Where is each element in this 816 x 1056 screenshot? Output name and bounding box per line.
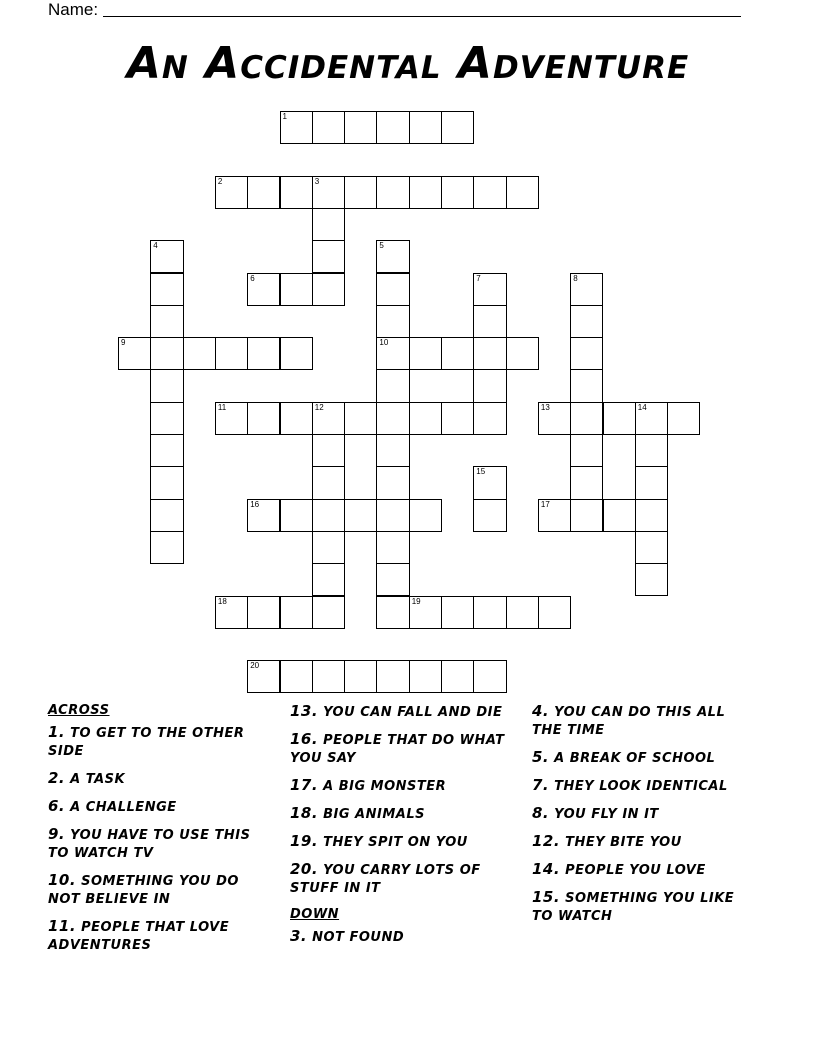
clue-text: THEY LOOK IDENTICAL	[554, 779, 728, 794]
clue-number: 13.	[290, 702, 319, 720]
grid-cell[interactable]	[376, 369, 409, 402]
grid-cell[interactable]	[376, 499, 409, 532]
grid-cell[interactable]	[280, 273, 313, 306]
clue-number: 10.	[48, 871, 77, 889]
cell-number: 16	[250, 499, 260, 509]
clue-across-10	[48, 871, 270, 909]
grid-cell[interactable]	[441, 402, 474, 435]
grid-cell[interactable]	[312, 434, 345, 467]
grid-cell[interactable]	[247, 273, 280, 306]
grid-cell[interactable]	[312, 660, 345, 693]
grid-cell[interactable]	[247, 596, 280, 629]
clue-number: 19.	[290, 832, 319, 850]
grid-cell[interactable]	[312, 176, 345, 209]
grid-cell[interactable]	[570, 273, 603, 306]
clue-down-5	[532, 748, 754, 768]
clue-column-1	[48, 702, 270, 963]
clue-text: YOU CARRY LOTS OF STUFF IN IT	[290, 863, 481, 896]
cell-number: 6	[250, 273, 255, 283]
cell-number: 1	[282, 112, 287, 121]
clue-text: SOMETHING YOU LIKE TO WATCH	[532, 891, 735, 924]
grid-cell[interactable]	[506, 337, 539, 370]
grid-cell[interactable]	[473, 402, 506, 435]
grid-cell[interactable]	[570, 499, 603, 532]
grid-cell[interactable]	[635, 434, 668, 467]
clue-column-2	[290, 702, 512, 955]
clue-number: 16.	[290, 730, 319, 748]
grid-cell[interactable]	[570, 369, 603, 402]
grid-cell[interactable]	[409, 660, 442, 693]
grid-cell[interactable]	[150, 369, 183, 402]
grid-cell[interactable]	[473, 337, 506, 370]
clue-number: 18.	[290, 804, 319, 822]
grid-cell[interactable]	[409, 337, 442, 370]
grid-cell[interactable]	[215, 596, 248, 629]
grid-cell[interactable]	[247, 176, 280, 209]
grid-cell[interactable]	[376, 111, 409, 144]
grid-cell[interactable]	[312, 208, 345, 241]
clue-number: 3.	[290, 927, 308, 945]
clue-text: THEY SPIT ON YOU	[323, 835, 468, 850]
grid-cell[interactable]	[280, 402, 313, 435]
grid-cell[interactable]	[344, 111, 377, 144]
grid-cell[interactable]	[118, 337, 151, 370]
grid-cell[interactable]	[376, 176, 409, 209]
grid-cell[interactable]	[183, 337, 216, 370]
grid-cell[interactable]	[376, 402, 409, 435]
clue-number: 15.	[532, 888, 561, 906]
clue-text: PEOPLE THAT LOVE ADVENTURES	[48, 920, 230, 953]
clue-number: 6.	[48, 797, 66, 815]
cell-number: 8	[573, 273, 578, 283]
grid-cell[interactable]	[376, 466, 409, 499]
cell-number: 14	[637, 402, 647, 412]
grid-cell[interactable]	[150, 402, 183, 435]
grid-cell[interactable]	[570, 466, 603, 499]
cell-number: 5	[379, 241, 384, 251]
grid-cell[interactable]	[247, 337, 280, 370]
clue-column-3	[532, 702, 754, 934]
cell-number: 9	[121, 338, 126, 348]
clue-down-8	[532, 804, 754, 824]
clue-text: A TASK	[70, 772, 126, 787]
grid-cell[interactable]	[376, 337, 409, 370]
grid-cell[interactable]	[603, 499, 636, 532]
clue-number: 1.	[48, 723, 66, 741]
clue-down-4	[532, 702, 754, 740]
grid-cell[interactable]	[473, 305, 506, 338]
clue-text: YOU HAVE TO USE THIS TO WATCH TV	[48, 828, 251, 861]
clue-down-7	[532, 776, 754, 796]
grid-cell[interactable]	[473, 596, 506, 629]
grid-cell[interactable]	[473, 273, 506, 306]
clue-across-16	[290, 730, 512, 768]
cell-number: 3	[314, 176, 320, 186]
clue-number: 11.	[48, 917, 77, 935]
clue-down-12	[532, 832, 754, 852]
grid-cell[interactable]	[247, 660, 280, 693]
clue-text: BIG ANIMALS	[323, 807, 425, 822]
grid-cell[interactable]	[312, 402, 345, 435]
cell-number: 13	[540, 402, 550, 412]
grid-cell[interactable]	[441, 337, 474, 370]
grid-cell[interactable]	[150, 434, 183, 467]
clue-number: 12.	[532, 832, 561, 850]
clue-down-3	[290, 927, 512, 947]
grid-cell[interactable]	[635, 499, 668, 532]
puzzle-title: An Accidental Adventure	[126, 38, 690, 89]
grid-cell[interactable]	[473, 466, 506, 499]
grid-cell[interactable]	[312, 596, 345, 629]
clue-across-13	[290, 702, 512, 722]
clue-text: NOT FOUND	[312, 930, 405, 945]
grid-cell[interactable]	[473, 499, 506, 532]
grid-cell[interactable]	[247, 499, 280, 532]
clue-across-18	[290, 804, 512, 824]
grid-cell[interactable]	[280, 660, 313, 693]
grid-cell[interactable]	[635, 402, 668, 435]
grid-cell[interactable]	[376, 563, 409, 596]
grid-cell[interactable]	[635, 531, 668, 564]
grid-cell[interactable]	[150, 240, 183, 273]
grid-cell[interactable]	[538, 499, 571, 532]
clue-text: YOU CAN FALL AND DIE	[323, 705, 503, 720]
clue-text: A CHALLENGE	[70, 800, 177, 815]
grid-cell[interactable]	[312, 531, 345, 564]
grid-cell[interactable]	[441, 660, 474, 693]
clue-number: 4.	[532, 702, 550, 720]
cell-number: 19	[411, 596, 421, 606]
grid-cell[interactable]	[280, 111, 313, 144]
grid-cell[interactable]	[603, 402, 636, 435]
clue-text: A BIG MONSTER	[323, 779, 447, 794]
grid-cell[interactable]	[570, 305, 603, 338]
grid-cell[interactable]	[247, 402, 280, 435]
down-heading: DOWN	[290, 907, 340, 922]
clue-down-14	[532, 860, 754, 880]
cell-number: 18	[217, 596, 227, 606]
clue-across-6	[48, 797, 270, 817]
grid-cell[interactable]	[376, 531, 409, 564]
grid-cell[interactable]	[280, 499, 313, 532]
grid-cell[interactable]	[570, 402, 603, 435]
cell-number: 10	[379, 338, 389, 348]
cell-number: 4	[153, 241, 158, 251]
grid-cell[interactable]	[409, 176, 442, 209]
clue-across-1	[48, 723, 270, 761]
clue-text: THEY BITE YOU	[565, 835, 682, 850]
grid-cell[interactable]	[376, 240, 409, 273]
clue-number: 17.	[290, 776, 319, 794]
grid-cell[interactable]	[409, 402, 442, 435]
grid-cell[interactable]	[570, 337, 603, 370]
clue-number: 2.	[48, 769, 66, 787]
grid-cell[interactable]	[376, 660, 409, 693]
grid-cell[interactable]	[409, 111, 442, 144]
grid-cell[interactable]	[441, 176, 474, 209]
clue-text: TO GET TO THE OTHER SIDE	[48, 726, 245, 759]
grid-cell[interactable]	[506, 596, 539, 629]
grid-cell[interactable]	[376, 434, 409, 467]
grid-cell[interactable]	[312, 111, 345, 144]
clue-number: 7.	[532, 776, 550, 794]
clue-number: 5.	[532, 748, 550, 766]
grid-cell[interactable]	[667, 402, 700, 435]
grid-cell[interactable]	[506, 176, 539, 209]
cell-number: 7	[476, 273, 481, 283]
grid-cell[interactable]	[344, 402, 377, 435]
grid-cell[interactable]	[376, 305, 409, 338]
grid-cell[interactable]	[538, 596, 571, 629]
grid-cell[interactable]	[312, 240, 345, 273]
grid-cell[interactable]	[312, 563, 345, 596]
cell-number: 17	[540, 499, 550, 509]
grid-cell[interactable]	[409, 596, 442, 629]
clue-across-19	[290, 832, 512, 852]
grid-cell[interactable]	[150, 337, 183, 370]
grid-cell[interactable]	[570, 434, 603, 467]
grid-cell[interactable]	[441, 596, 474, 629]
grid-cell[interactable]	[441, 111, 474, 144]
across-heading: ACROSS	[48, 703, 110, 718]
grid-cell[interactable]	[538, 402, 571, 435]
clue-text: SOMETHING YOU DO NOT BELIEVE IN	[48, 874, 239, 907]
grid-cell[interactable]	[150, 499, 183, 532]
grid-cell[interactable]	[376, 273, 409, 306]
clue-text: A BREAK OF SCHOOL	[554, 751, 716, 766]
cell-number: 12	[314, 402, 324, 412]
grid-cell[interactable]	[280, 176, 313, 209]
clue-number: 9.	[48, 825, 66, 843]
grid-cell[interactable]	[344, 176, 377, 209]
grid-cell[interactable]	[280, 337, 313, 370]
grid-cell[interactable]	[376, 596, 409, 629]
clue-number: 8.	[532, 804, 550, 822]
cell-number: 11	[217, 402, 227, 412]
clue-number: 20.	[290, 860, 319, 878]
grid-cell[interactable]	[344, 499, 377, 532]
grid-cell[interactable]	[312, 273, 345, 306]
clue-across-9	[48, 825, 270, 863]
grid-cell[interactable]	[635, 563, 668, 596]
clue-text: PEOPLE YOU LOVE	[565, 863, 706, 878]
clue-across-2	[48, 769, 270, 789]
grid-cell[interactable]	[150, 531, 183, 564]
grid-cell[interactable]	[312, 466, 345, 499]
grid-cell[interactable]	[215, 337, 248, 370]
cell-number: 15	[476, 467, 486, 477]
grid-cell[interactable]	[150, 305, 183, 338]
clue-text: YOU CAN DO THIS ALL THE TIME	[532, 705, 726, 738]
cell-number: 2	[217, 176, 223, 186]
name-label: Name:	[48, 0, 99, 19]
grid-cell[interactable]	[150, 466, 183, 499]
grid-cell[interactable]	[473, 176, 506, 209]
grid-cell[interactable]	[473, 369, 506, 402]
clue-across-11	[48, 917, 270, 955]
clue-across-20	[290, 860, 512, 898]
grid-cell[interactable]	[150, 273, 183, 306]
clue-text: PEOPLE THAT DO WHAT YOU SAY	[290, 733, 505, 766]
grid-cell[interactable]	[344, 660, 377, 693]
clue-number: 14.	[532, 860, 561, 878]
clue-text: YOU FLY IN IT	[554, 807, 659, 822]
clue-down-15	[532, 888, 754, 926]
grid-cell[interactable]	[635, 466, 668, 499]
cell-number: 20	[250, 661, 260, 671]
grid-cell[interactable]	[409, 499, 442, 532]
grid-cell[interactable]	[473, 660, 506, 693]
grid-cell[interactable]	[312, 499, 345, 532]
grid-cell[interactable]	[215, 402, 248, 435]
grid-cell[interactable]	[280, 596, 313, 629]
grid-cell[interactable]	[215, 176, 248, 209]
clue-across-17	[290, 776, 512, 796]
